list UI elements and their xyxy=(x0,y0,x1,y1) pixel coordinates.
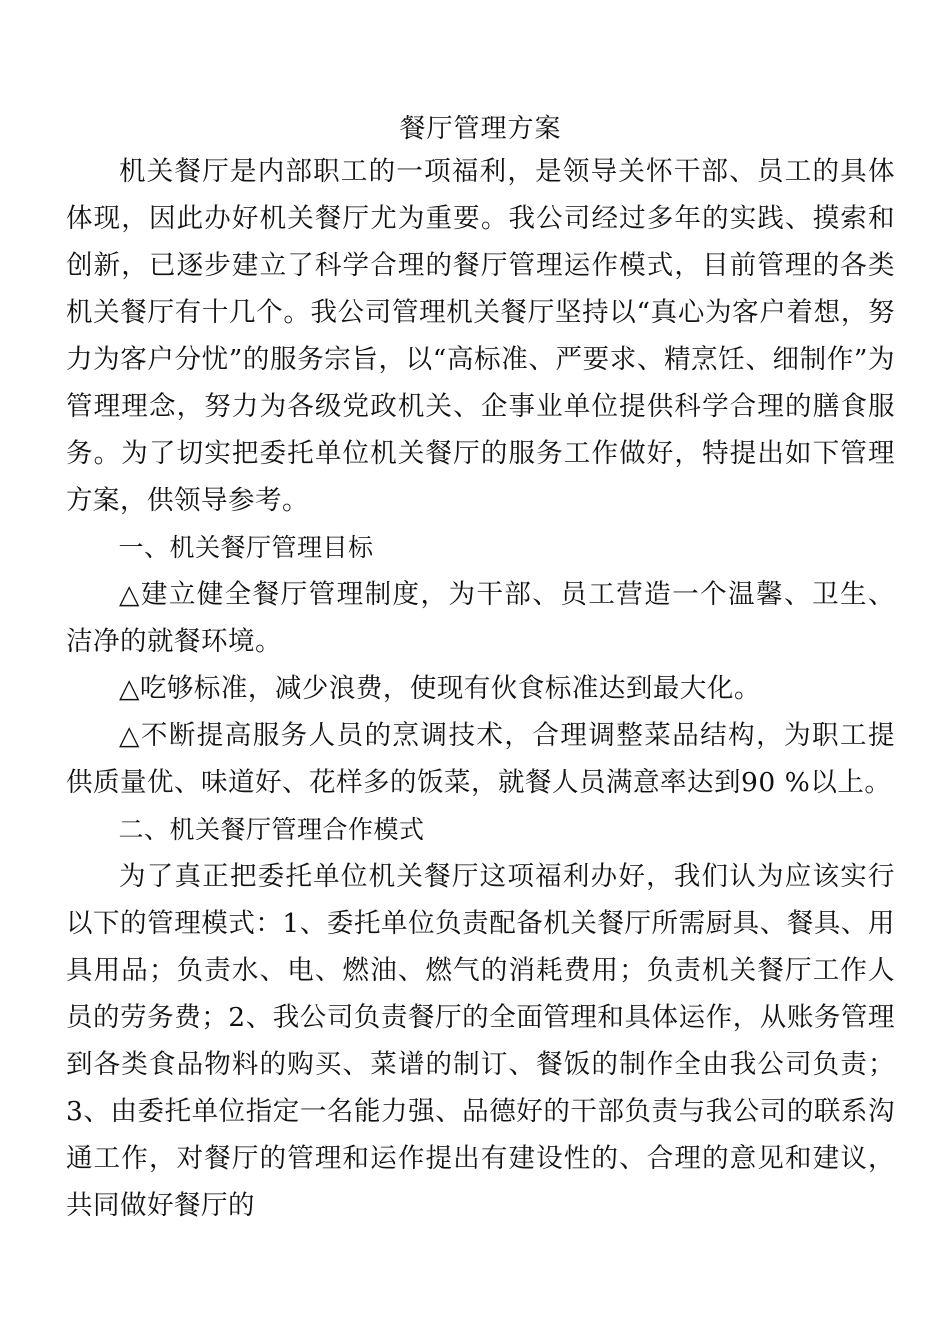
goal-item-2: △吃够标准，减少浪费，使现有伙食标准达到最大化。 xyxy=(119,673,761,704)
goal-item-1: △建立健全餐厅管理制度，为干部、员工营造一个温馨、卫生、洁净的就餐环境。 xyxy=(66,579,895,657)
intro-paragraph: 机关餐厅是内部职工的一项福利，是领导关怀干部、员工的具体体现，因此办好机关餐厅尤为重要。我公司经过多年的实践、摸索和创新，已逐步建立了科学合理的餐厅管理运作模式，目前管理的各类机关餐厅有十几个。我公司管理机关餐厅坚持以“真心为客户着想，努力为客户分忧”的服务宗旨，以“高标准、严要求、精烹饪、细制作”为管理理念，努力为各级党政机关、企事业单位提供科学合理的膳食服务。为了切实把委托单位机关餐厅的服务工作做好，特提出如下管理方案，供领导参考。 xyxy=(66,156,895,516)
section-2-body: 为了真正把委托单位机关餐厅这项福利办好，我们认为应该实行以下的管理模式：1、委托单位负责配备机关餐厅所需厨具、餐具、用具用品；负责水、电、燃油、燃气的消耗费用；负责机关餐厅工作人员的劳务费；2、我公司负责餐厅的全面管理和具体运作，从账务管理到各类食品物料的购买、菜谱的制订、餐饭的制作全由我公司负责；3、由委托单位指定一名能力强、品德好的干部负责与我公司的联系沟通工作，对餐厅的管理和运作提出有建设性的、合理的意见和建议，共同做好餐厅的 xyxy=(66,861,895,1221)
section-1-heading: 一、机关餐厅管理目标 xyxy=(118,533,374,562)
section-2-heading: 二、机关餐厅管理合作模式 xyxy=(118,815,425,844)
goal-item-3: △不断提高服务人员的烹调技术，合理调整菜品结构，为职工提供质量优、味道好、花样多的饭菜，就餐人员满意率达到90 %以上。 xyxy=(66,720,895,798)
document-title: 餐厅管理方案 xyxy=(399,114,562,144)
